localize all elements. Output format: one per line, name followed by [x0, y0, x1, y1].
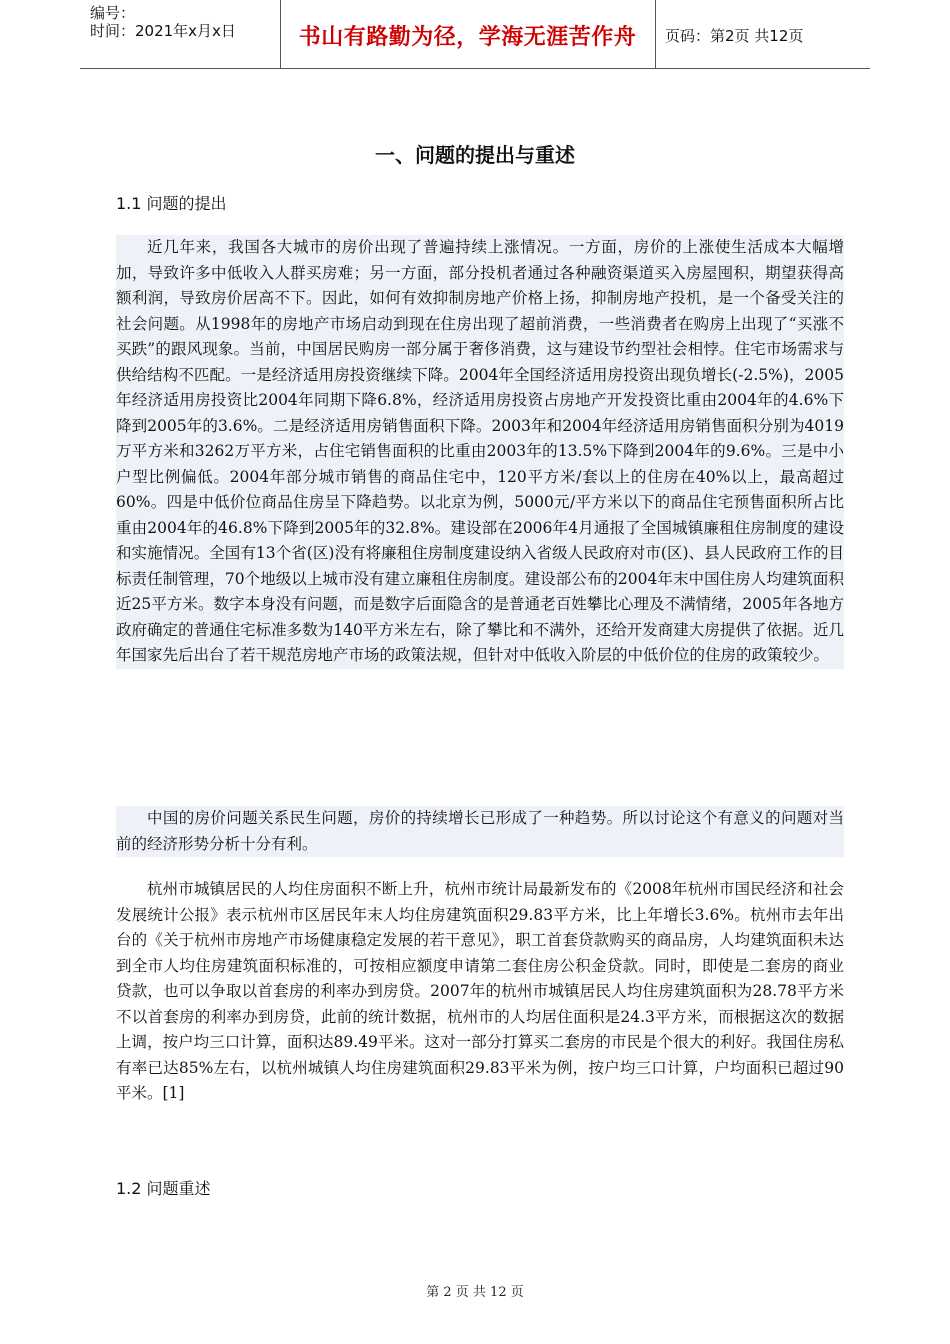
header-meta-cell: [80, 0, 281, 68]
header-page-cell: [655, 0, 870, 68]
section-heading-1-1: 1.1 问题的提出: [116, 194, 227, 213]
motto: 书山有路勤为径，学海无涯苦作舟: [298, 25, 637, 50]
page-footer: 第 2 页 共 12 页: [426, 1285, 524, 1300]
paragraph-1: 近几年来，我国各大城市的房价出现了普遍持续上涨情况。一方面，房价的上涨使生活成本大幅增加，导致许多中低收入人群买房难；另一方面，部分投机者通过各种融资渠道买入房屋囤积，期望获得高额利润，导致房价居高不下。因此，如何有效抑制房地产价格上扬，抑制房地产投机，是一个备受关注的社会问题。从1998年的房地产市场启动到现在住房出现了超前消费，一些消费者在购房上出现了“买涨不买跌”的跟风现象。当前，中国居民购房一部分属于奢侈消费，这与建设节约型社会相悖。住宅市场需求与供给结构不匹配。一是经济适用房投资继续下降。2004年全国经济适用房投资出现负增长(-2.5%)，2005年经济适用房投资比2004年同期下降6.8%，经济适用房投资占房地产开发投资比重由2004年的4.6%下降到2005年的3.6%。二是经济适用房销售面积下降。2003年和2004年经济适用房销售面积分别为4019万平方米和3262万平方米，占住宅销售面积的比重由2003年的13.5%下降到2004年的9.6%。三是中小户型比例偏低。2004年部分城市销售的商品住宅中，120平方米/套以上的住房在40%以上，最高超过60%。四是中低价位商品住房呈下降趋势。以北京为例，5000元/平方米以下的商品住宅预售面积所占比重由2004年的46.8%下降到2005年的32.8%。建设部在2006年4月通报了全国城镇廉租住房制度的建设和实施情况。全国有13个省(区)没有将廉租住房制度建设纳入省级人民政府对市(区)、县人民政府工作的目标责任制管理，70个地级以上城市没有建立廉租住房制度。建设部公布的2004年末中国住房人均建筑面积近25平方米。数字本身没有问题，而是数字后面隐含的是普通老百姓攀比心理及不满情绪，2005年各地方政府确定的普通住宅标准多数为140平方米左右，除了攀比和不满外，还给开发商建大房提供了依据。近几年国家先后出台了若干规范房地产市场的政策法规，但针对中低收入阶层的中低价位的住房的政策较少。: [116, 235, 844, 669]
section-heading-1-2: 1.2 问题重述: [116, 1179, 211, 1198]
paragraph-3: 杭州市城镇居民的人均住房面积不断上升，杭州市统计局最新发布的《2008年杭州市国民经济和社会发展统计公报》表示杭州市区居民年末人均住房建筑面积29.83平方米，比上年增长3.6%。杭州市去年出台的《关于杭州市房地产市场健康稳定发展的若干意见》，职工首套贷款购买的商品房，人均建筑面积未达到全市人均住房建筑面积标准的，可按相应额度申请第二套住房公积金贷款。同时，即使是二套房的商业贷款，也可以争取以首套房的利率办到房贷。2007年的杭州市城镇居民人均住房建筑面积为28.78平方米不以首套房的利率办到房贷，此前的统计数据，杭州市的人均居住面积是24.3平方米，而根据这次的数据上调，按户均三口计算，面积达89.49平米。这对一部分打算买二套房的市民是个很大的利好。我国住房私有率已达85%左右，以杭州城镇人均住房建筑面积29.83平米为例，按户均三口计算，户均面积已超过90平米。[1]: [116, 880, 844, 1102]
number-label: 编号：: [90, 4, 136, 22]
date-label: 时间：2021年x月x日: [90, 22, 236, 40]
page-header: [80, 0, 870, 69]
page-info: 页码：第2页 共12页: [665, 27, 804, 45]
header-motto-cell: [280, 0, 656, 68]
page-title: 一、问题的提出与重述: [375, 143, 575, 167]
paragraph-2: 中国的房价问题关系民生问题，房价的持续增长已形成了一种趋势。所以讨论这个有意义的问题对当前的经济形势分析十分有利。: [116, 806, 844, 857]
